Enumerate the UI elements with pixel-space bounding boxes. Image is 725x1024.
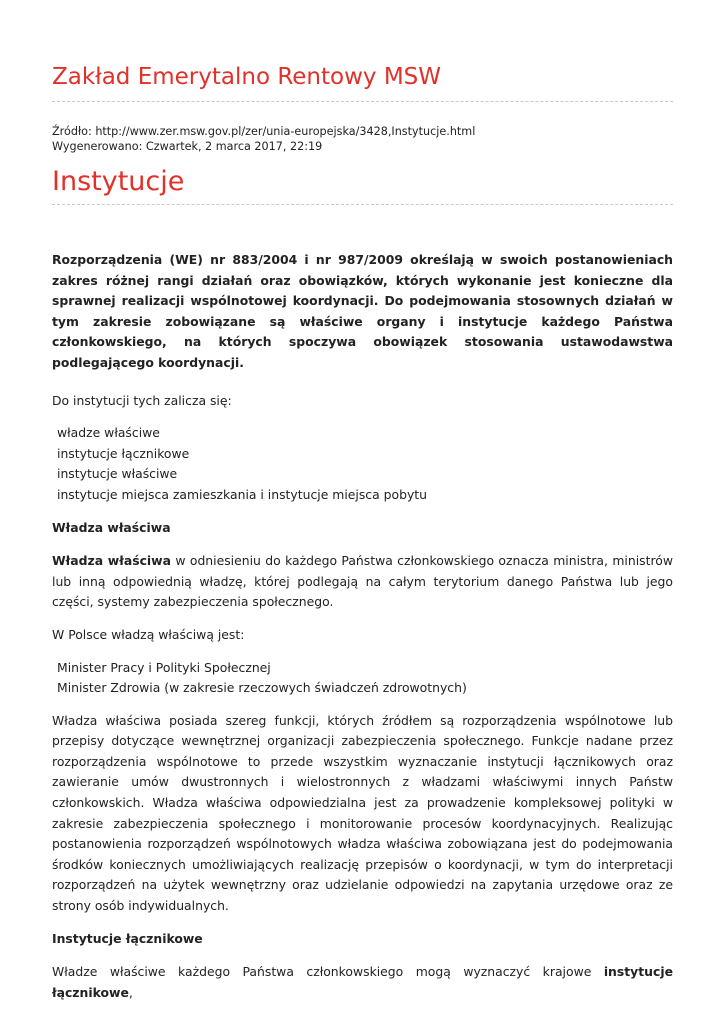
definition-term: Władza właściwa [52, 553, 171, 569]
liaison-bold-term: instytucje łącznikowe [52, 964, 673, 1000]
source-line: Źródło: http://www.zer.msw.gov.pl/zer/unia-europejska/3428,Instytucje.html [52, 125, 476, 138]
list-item: Minister Zdrowia (w zakresie rzeczowych świadczeń zdrowotnych) [57, 680, 467, 696]
section-heading-liaison-institutions: Instytucje łącznikowe [52, 930, 203, 946]
poland-authority-list [52, 658, 673, 699]
generated-line: Wygenerowano: Czwartek, 2 marca 2017, 22:19 [52, 140, 323, 153]
page-title: Instytucje [52, 166, 185, 197]
institutions-intro: Do instytucji tych zalicza się: [52, 392, 232, 408]
definition-text: w odniesieniu do każdego Państwa członkowskiego oznacza ministra, ministrów lub inną odpowiednią władzę, której podlegają na całym terytorium danego Państwa lub jego części, systemy zabezpieczenia społecznego. [52, 553, 673, 610]
document-meta [52, 124, 475, 154]
competent-authority-body: Władza właściwa posiada szereg funkcji, których źródłem są rozporządzenia wspólnotowe lub przepisy dotyczące wewnętrznej organizacji zabezpieczenia społecznego. Funkcje nadane przez rozporządzenia wspólnotowe to przede wszystkim wyznaczanie instytucji łącznikowych oraz zawieranie umów dwustronnych i wielostronnych z władzami właściwymi innych Państw członkowskich. Władza właściwa odpowiedzialna jest za prowadzenie kompleksowej polityki w zakresie zabezpieczenia społecznego i monitorowanie procesów koordynacyjnych. Realizując postanowienia rozporządzeń wspólnotowych władza właściwa zobowiązana jest do podejmowania środków koniecznych umożliwiających realizację przepisów o koordynacji, w tym do interpretacji rozporządzeń na użytek wewnętrzny oraz udzielanie odpowiedzi na zapytania urzędowe oraz ze strony osób indywidualnych. [52, 712, 673, 914]
lead-paragraph: Rozporządzenia (WE) nr 883/2004 i nr 987/2009 określają w swoich postanowieniach zakres różnej rangi działań oraz obowiązków, których wykonanie jest konieczne dla sprawnej realizacji wspólnotowej koordynacji. Do podejmowania stosownych działań w tym zakresie zobowiązane są właściwe organy i instytucje każdego Państwa członkowskiego, na których spoczywa obowiązek stosowania ustawodawstwa podlegającego koordynacji. [52, 252, 673, 370]
liaison-text-end: , [128, 984, 133, 1000]
site-title: Zakład Emerytalno Rentowy MSW [52, 64, 442, 90]
section-heading-competent-authority: Władza właściwa [52, 519, 171, 535]
institution-list [52, 423, 673, 505]
header-divider [52, 101, 673, 102]
poland-intro: W Polsce władzą właściwą jest: [52, 626, 245, 642]
list-item: instytucje łącznikowe [57, 445, 190, 461]
liaison-institutions-text [52, 962, 673, 1003]
list-item: władze właściwe [57, 425, 160, 441]
liaison-text-start: Władze właściwe każdego Państwa członkowskiego mogą wyznaczyć krajowe [52, 964, 604, 980]
title-divider [52, 204, 673, 205]
list-item: instytucje właściwe [57, 466, 178, 482]
article-body [52, 250, 673, 1015]
list-item: instytucje miejsca zamieszkania i instytucje miejsca pobytu [57, 486, 428, 502]
competent-authority-definition [52, 551, 673, 613]
list-item: Minister Pracy i Polityki Społecznej [57, 659, 271, 675]
